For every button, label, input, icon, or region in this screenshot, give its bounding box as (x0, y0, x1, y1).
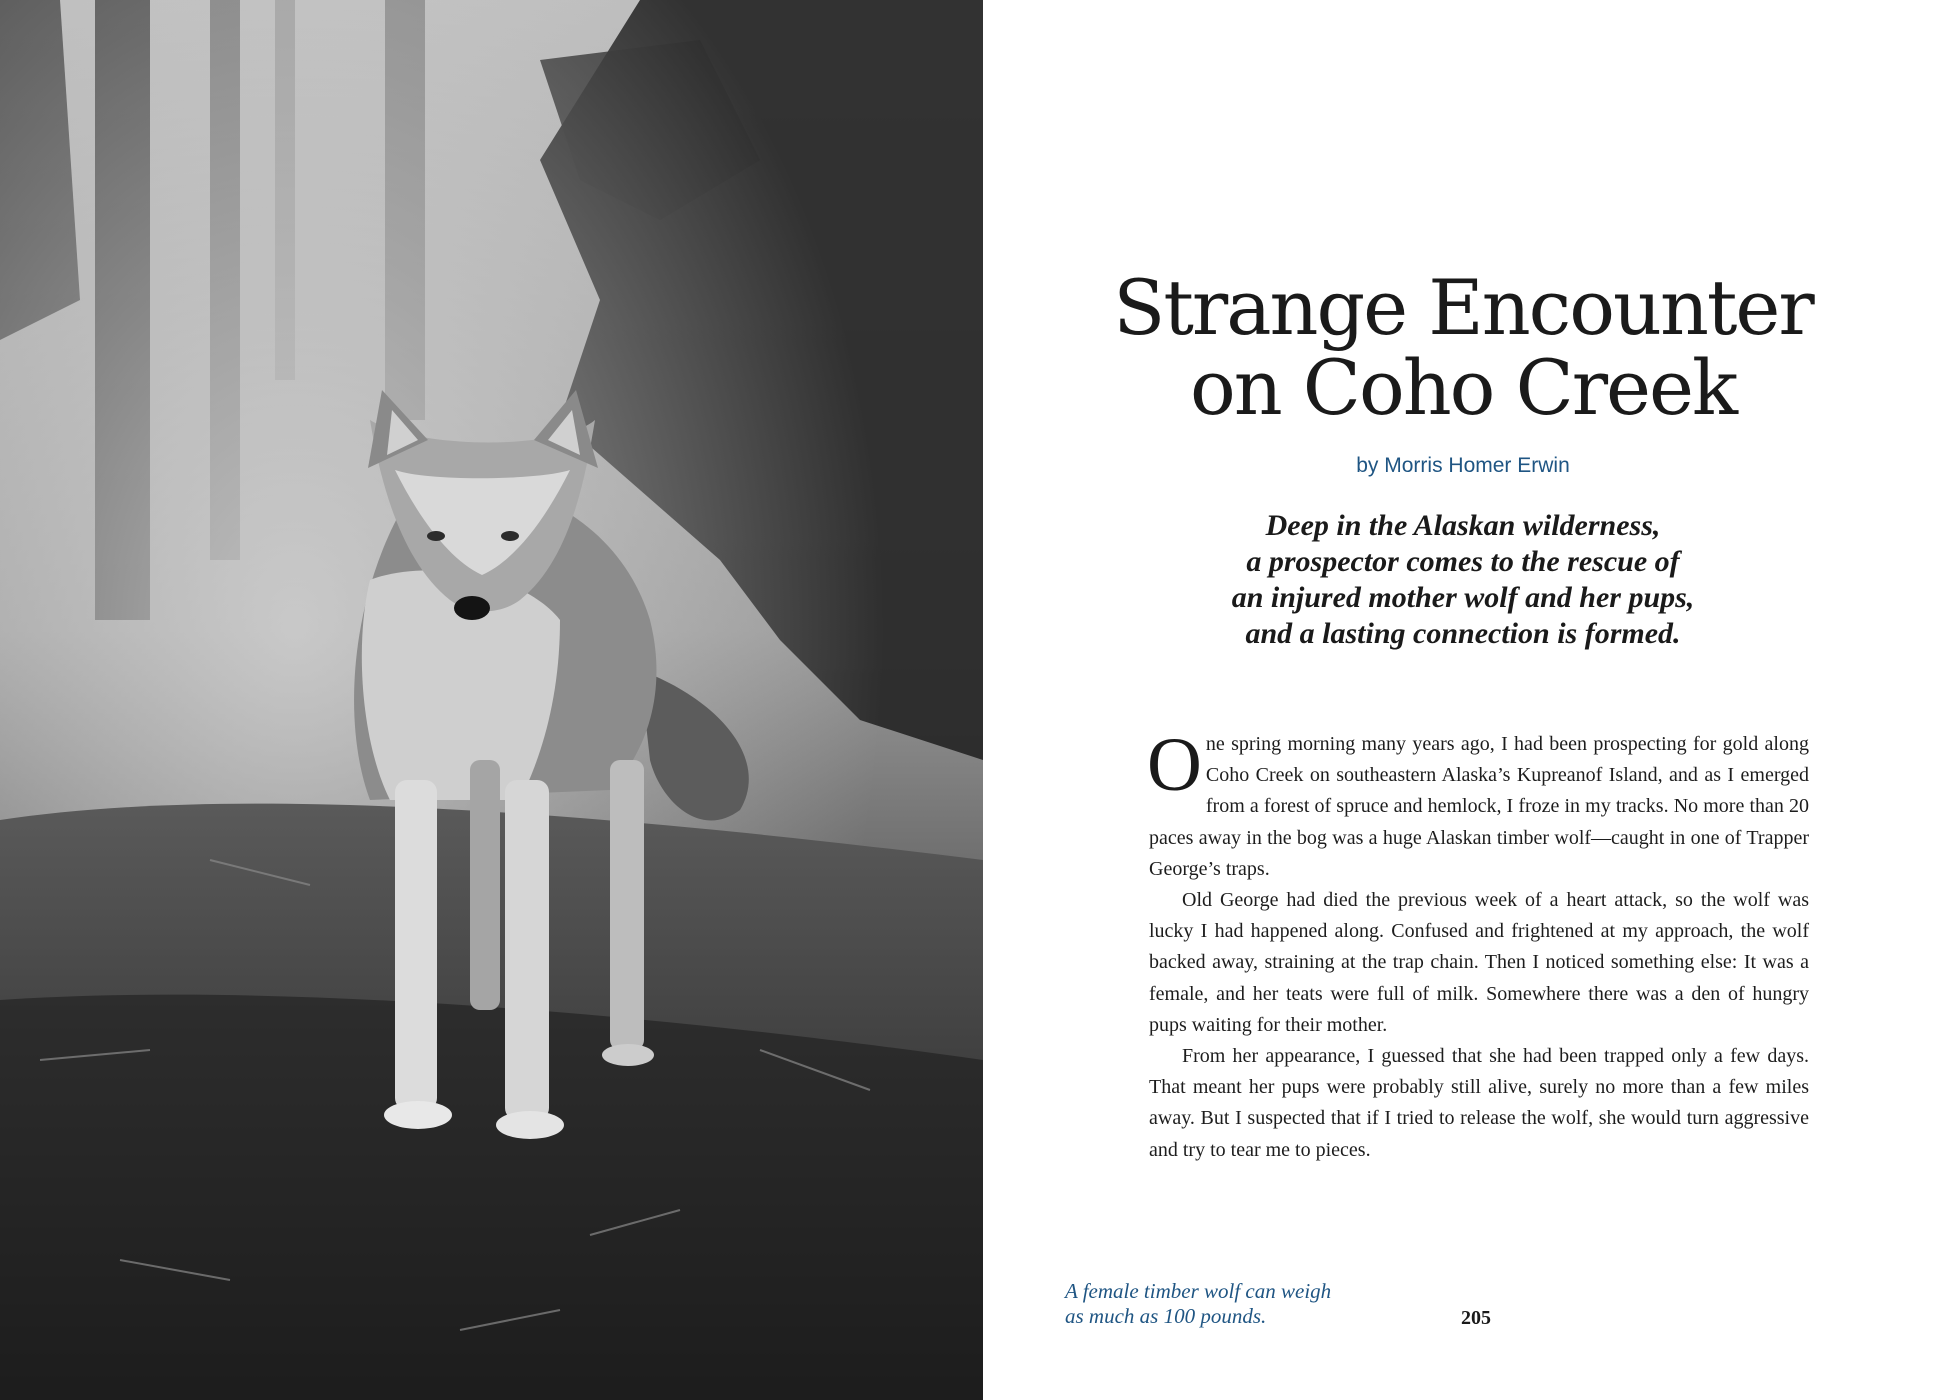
article-title (1083, 263, 1843, 432)
title-line-2: on Coho Creek (1189, 343, 1737, 432)
page-number: 205 (1461, 1307, 1491, 1329)
title-line-1: Strange Encounter (1113, 263, 1813, 352)
dek-line-1: Deep in the Alaskan wilderness, (1265, 509, 1661, 542)
dek-line-2: a prospector comes to the rescue of (1246, 545, 1680, 578)
byline: by Morris Homer Erwin (1356, 454, 1570, 477)
dek-line-4: and a lasting connection is formed. (1245, 617, 1681, 650)
article-body (1147, 723, 1809, 1166)
article-page (983, 0, 1960, 1400)
paragraph-1-text: ne spring morning many years ago, I had been prospecting for gold along Coho Creek on southeastern Alaska’s Kupreanof Island, and as I emerged from a forest of spruce and hemlock, I froze in my tracks. No more than 20 paces away in the bog was a huge Alaskan timber wolf—caught in one of Trapper George’s traps. (1149, 733, 1809, 880)
body-paragraph-3: From her appearance, I guessed that she had been trapped only a few days. That meant her pups were probably still alive, surely no more than a few miles away. But I suspected that if I tried to release the wolf, she would turn aggressive and try to tear me to pieces. (1149, 1045, 1809, 1161)
caption-line-2: as much as 100 pounds. (1065, 1304, 1267, 1328)
photo-caption (1065, 1279, 1385, 1329)
body-paragraph-2: Old George had died the previous week of a heart attack, so the wolf was lucky I had happened along. Confused and frightened at my approach, the wolf backed away, straining at the trap chain. Then I noticed something else: It was a female, and her teats were full of milk. Somewhere there was a den of hungry pups waiting for their mother. (1149, 889, 1809, 1036)
drop-cap: O (1147, 723, 1202, 807)
article-dek (1133, 508, 1793, 652)
dek-line-3: an injured mother wolf and her pups, (1231, 581, 1695, 614)
caption-line-1: A female timber wolf can weigh (1065, 1279, 1332, 1303)
body-paragraph-1 (1147, 723, 1809, 885)
